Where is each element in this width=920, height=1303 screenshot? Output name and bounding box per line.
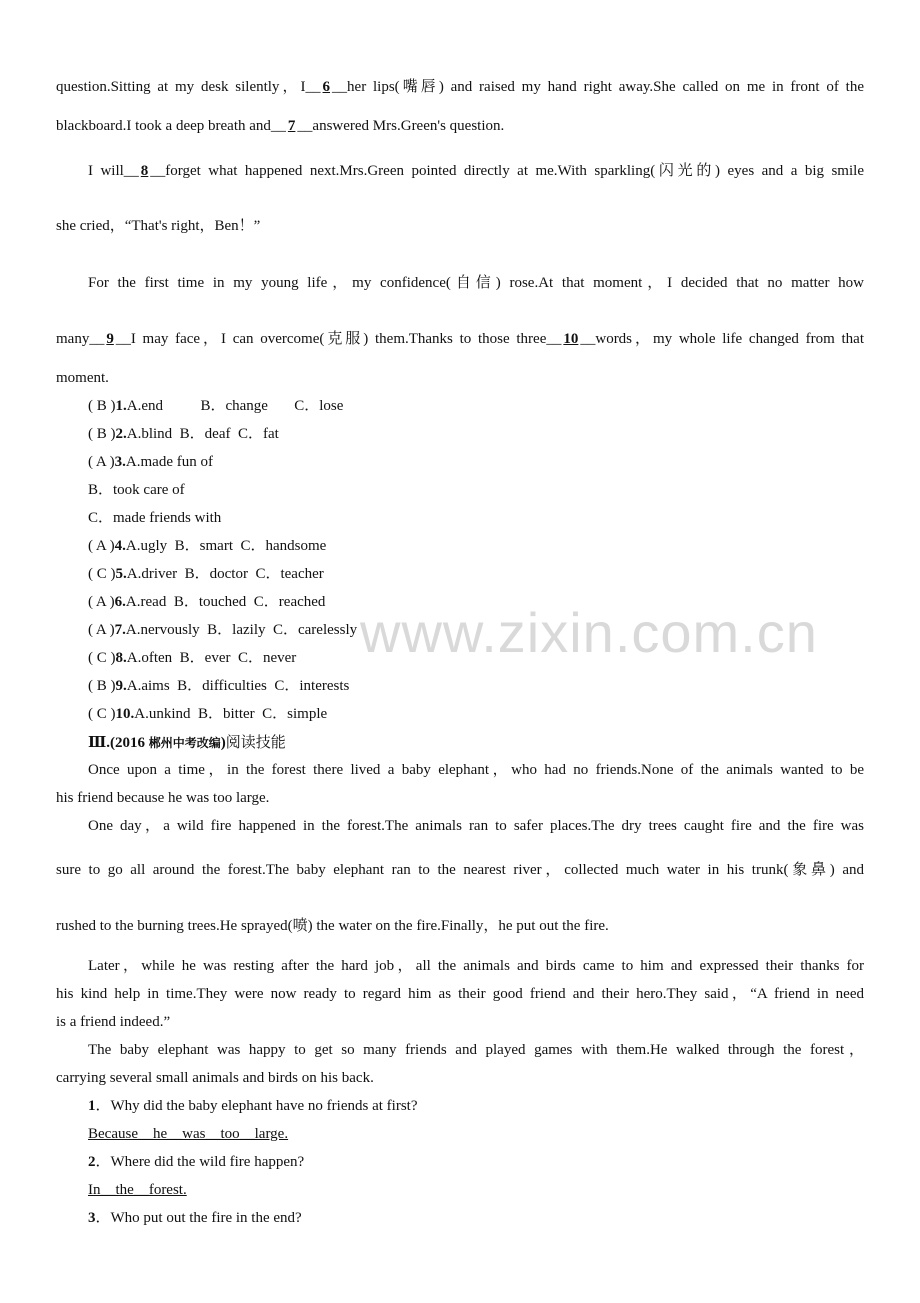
passage-line [56,1040,864,1060]
answer-mark: ( B ) [88,678,116,694]
chinese-gloss: 象鼻 [788,860,830,878]
text: Later，while he was resting after the hard job，all the animals and birds came to him and expressed their thanks for [88,958,864,974]
answer-mark: ( A ) [88,454,115,470]
text: question.Sitting at my desk silently，I [56,79,306,95]
option-row [56,676,864,696]
passage-line [56,368,864,388]
section-number: Ⅲ. [88,735,111,751]
question-number: 8. [115,650,127,666]
option-text: A.made fun of [125,454,213,470]
chinese-gloss: 嘴唇 [399,77,439,95]
question-text: ．Where did the wild fire happen? [95,1154,305,1170]
text: his kind help in time.They were now ready to regard him as their good friend and their hero.They said，“A friend in need [56,986,864,1002]
blank-number: 7 [287,118,296,134]
text: many [56,331,90,347]
chinese-gloss: 自信 [450,273,496,291]
option-text: A.often B．ever C．never [126,650,297,666]
option-row [56,508,864,528]
answer-text: In__the__forest. [88,1182,187,1198]
text: I may face，I can overcome( [130,331,325,347]
answer-mark: ( B ) [88,398,116,414]
text: blackboard.I took a deep breath and [56,118,271,134]
question [56,1208,864,1228]
question-number: 1 [88,1098,96,1114]
question-text: ．Why did the baby elephant have no friends at first? [95,1098,418,1114]
answer-text: Because__he__was__too__large. [88,1126,289,1142]
question [56,1096,864,1116]
watermark: www.zixin.com.cn [360,601,818,664]
text: her lips( [347,79,400,95]
option-text: A.nervously B．lazily C．carelessly [125,622,358,638]
passage-line [56,984,864,1004]
question-number: 5. [115,566,127,582]
passage-line: question.Sitting at my desk silently，I__ 6 __her lips(嘴唇) and raised my hand right away.She called on me in front of the [56,77,864,95]
section-year: (2016 [110,735,149,751]
text: One day，a wild fire happened in the forest.The animals ran to safer places.The dry trees caught fire and the fire was [88,818,864,834]
question-number: 3 [88,1210,96,1226]
text: answered Mrs.Green's question. [312,118,505,134]
text: Once upon a time，in the forest there lived a baby elephant，who had no friends.None of the animals wanted to be [88,762,864,778]
blank-number: 8 [140,163,149,179]
text: words，my whole life changed from that [595,331,864,347]
option-row [56,620,864,640]
text: rushed to the burning trees.He sprayed( [56,918,293,934]
passage-line [56,1012,864,1032]
question-number: 7. [114,622,126,638]
passage-line: I will__ 8 __forget what happened next.Mrs.Green pointed directly at me.With sparkling(闪光的) eyes and a big smile [88,161,864,179]
question-number: 10. [115,706,135,722]
question-number: 9. [115,678,127,694]
answer-line [56,1180,864,1200]
option-text: A.driver B．doctor C．teacher [126,566,324,582]
passage-line: blackboard.I took a deep breath and__ 7 __answered Mrs.Green's question. [56,118,505,134]
question-number: 3. [114,454,126,470]
option-text: A.read B．touched C．reached [125,594,326,610]
passage-line [56,956,864,976]
section-title: 阅读技能 [225,733,286,751]
answer-line [56,1124,864,1144]
text: his friend because he was too large. [56,790,270,806]
passage-line [56,1068,864,1088]
option-row [56,480,864,500]
text: ) and raised my hand right away.She called on me in front of the [438,79,864,95]
passage-line [56,859,864,880]
text: carrying several small animals and birds on his back. [56,1070,374,1086]
option-row [56,536,864,556]
answer-mark: ( C ) [88,706,116,722]
passage-line [56,760,864,780]
option-row [56,396,864,416]
blank-number: 6 [322,79,331,95]
option-text: A.blind B．deaf C．fat [126,426,279,442]
passage-line [56,816,864,836]
question-number: 2 [88,1154,96,1170]
text: sure to go all around the forest.The baby elephant ran to the nearest river，collected much water in his trunk( [56,862,789,878]
passage-line [56,216,864,236]
text: is a friend indeed.” [56,1014,171,1030]
question-number: 6. [114,594,126,610]
option-text: C．made friends with [88,510,222,526]
question-number: 2. [115,426,127,442]
option-row [56,648,864,668]
option-row [56,592,864,612]
text: ) eyes and a big smile [715,163,864,179]
chinese-gloss: 喷 [292,916,308,934]
option-text: A.end B．change C．lose [126,398,344,414]
section-heading [56,732,864,753]
option-text: A.ugly B．smart C．handsome [125,538,327,554]
blank-number: 9 [106,331,114,347]
text: ) and [829,862,864,878]
answer-mark: ( C ) [88,650,116,666]
blank-number: 10 [563,331,579,347]
text: moment. [56,370,109,386]
text: For the first time in my young life，my confidence( [88,275,451,291]
option-text: A.aims B．difficulties C．interests [126,678,350,694]
section-source: 郴州中考改编 [148,736,221,750]
answer-mark: ( A ) [88,622,115,638]
passage-line [56,915,864,936]
option-text: B．took care of [88,482,185,498]
text: ) them.Thanks to those three [363,331,547,347]
text: forget what happened next.Mrs.Green pointed directly at me.With sparkling( [165,163,656,179]
option-row [56,564,864,584]
passage-line [56,272,864,293]
text: ) [220,735,226,751]
question-text: ．Who put out the fire in the end? [95,1210,302,1226]
text: I will [88,163,124,179]
answer-mark: ( C ) [88,566,116,582]
text: she cried，“That's right，Ben！” [56,218,261,234]
passage-line: many__ 9 __I may face，I can overcome(克服) them.Thanks to those three__ 10 __words，my whole life changed from that [56,329,864,347]
question-number: 4. [114,538,126,554]
option-text: A.unkind B．bitter C．simple [134,706,328,722]
text: ) rose.At that moment，I decided that no matter how [495,275,864,291]
text: ) the water on the fire.Finally，he put out the fire. [307,918,609,934]
question [56,1152,864,1172]
option-row [56,704,864,724]
option-row [56,452,864,472]
answer-mark: ( A ) [88,594,115,610]
answer-mark: ( A ) [88,538,115,554]
option-row [56,424,864,444]
chinese-gloss: 闪光的 [655,161,716,179]
text: The baby elephant was happy to get so many friends and played games with them.He walked through the forest， [88,1042,864,1058]
question-number: 1. [115,398,127,414]
passage-line [56,788,864,808]
answer-mark: ( B ) [88,426,116,442]
chinese-gloss: 克服 [324,329,364,347]
